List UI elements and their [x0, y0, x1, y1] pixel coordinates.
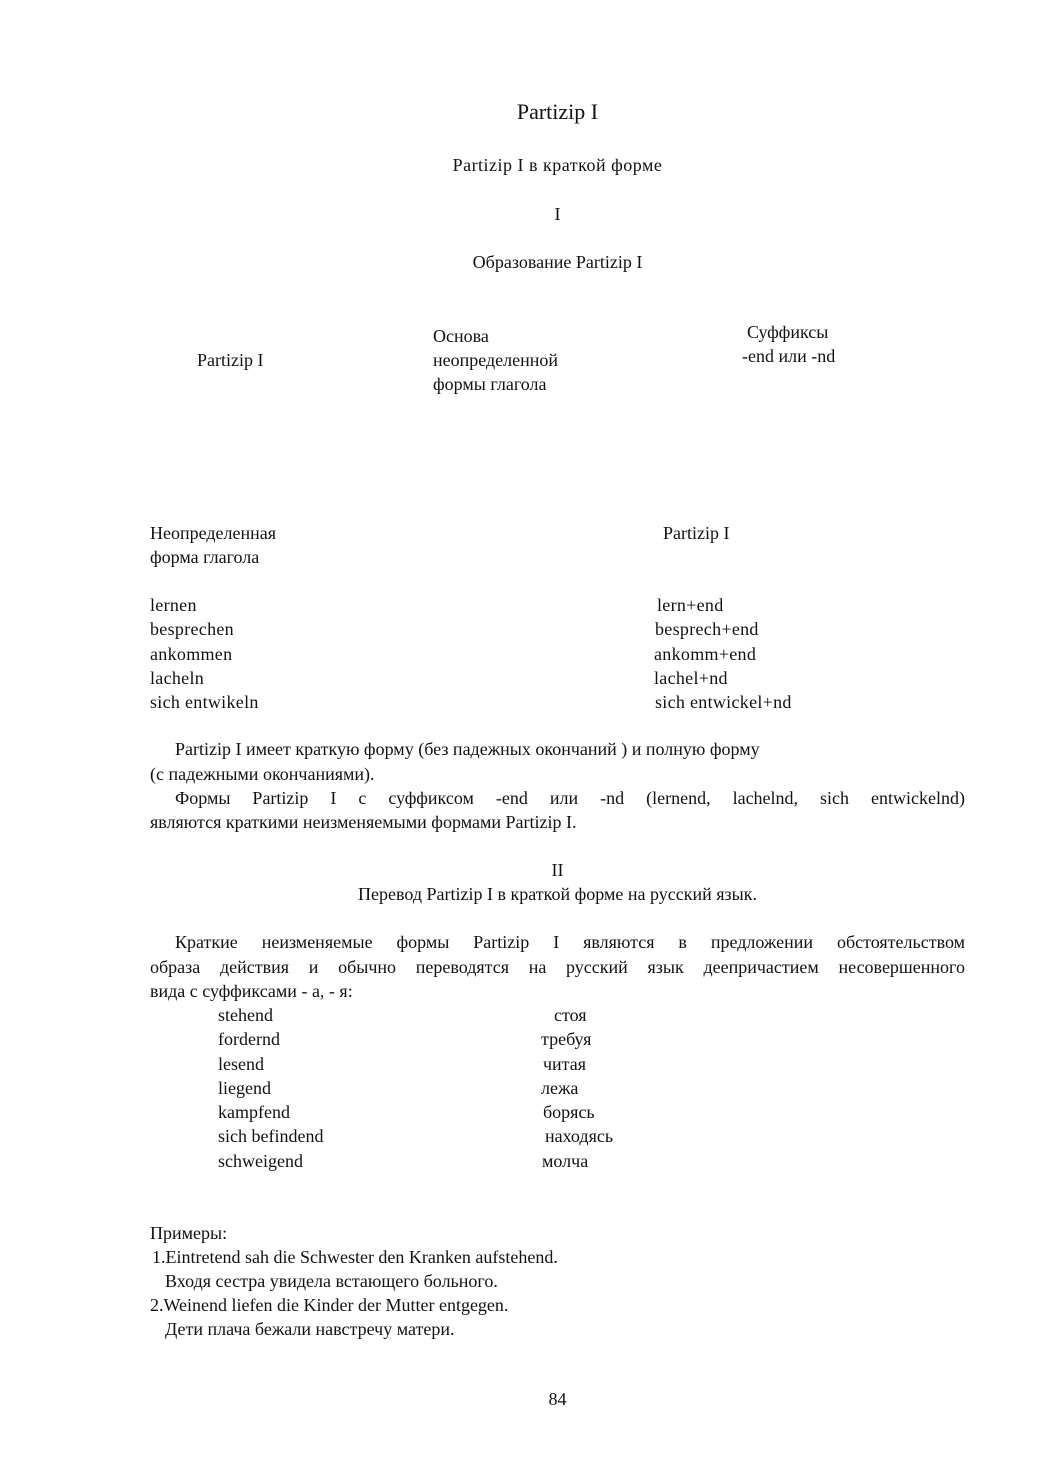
table-1-col1-header-line: Неопределенная — [150, 523, 277, 543]
table-1-col1 — [150, 593, 259, 714]
formula-right-line: Суффиксы — [747, 322, 829, 342]
list-item: besprechen — [150, 619, 234, 640]
list-item: liegend — [218, 1077, 271, 1098]
list-item: sich befindend — [218, 1126, 324, 1147]
table-2-german — [218, 1003, 323, 1173]
list-item: schweigend — [218, 1150, 303, 1171]
section-1-title: Образование Partizip I — [472, 252, 643, 272]
list-item: lernen — [150, 595, 197, 615]
list-item: lachel+nd — [654, 667, 728, 688]
paragraph-3-line: образа действия и обычно переводятся на русский язык деепричастием несовершенного — [150, 957, 965, 977]
page-title: Partizip I — [516, 99, 599, 124]
page-number: 84 — [548, 1389, 567, 1409]
formula-middle-line: неопределенной — [433, 350, 559, 370]
paragraph-3-line: вида с суффиксами - а, - я: — [150, 981, 353, 1001]
list-item: sich entwikeln — [150, 692, 259, 713]
paragraph-1-line: Partizip I имеет краткую форму (без падежных окончаний ) и полную форму — [175, 739, 760, 759]
list-item: lern+end — [657, 595, 724, 615]
list-item: lesend — [218, 1053, 264, 1074]
formula-middle-line: Основа — [433, 326, 489, 346]
paragraph-2-line: являются краткими неизменяемыми формами Partizip I. — [150, 812, 577, 832]
list-item: стоя — [554, 1005, 587, 1025]
paragraph-2-line: Формы Partizip I с суффиксом -end или -nd (lernend, lachelnd, sich entwickelnd) — [175, 788, 965, 808]
examples-heading: Примеры: — [150, 1223, 228, 1243]
formula-right-line: -end или -nd — [742, 346, 836, 366]
list-item: ankomm+end — [654, 643, 757, 664]
list-item: ankommen — [150, 643, 233, 664]
table-1-col2-header: Partizip I — [663, 523, 730, 543]
list-item: читая — [543, 1053, 587, 1074]
section-2-title: Перевод Partizip I в краткой форме на русский язык. — [358, 884, 757, 904]
list-item: fordernd — [218, 1029, 280, 1050]
example-line: Входя сестра увидела встающего больного. — [165, 1271, 498, 1291]
list-item: требуя — [541, 1029, 592, 1050]
table-1-col1-header-line: форма глагола — [150, 547, 260, 567]
table-2-russian — [540, 1003, 613, 1173]
table-1-col1-header — [150, 521, 276, 569]
list-item: kampfend — [218, 1102, 290, 1123]
list-item: борясь — [543, 1102, 595, 1123]
example-line: Дети плача бежали навстречу матери. — [165, 1319, 455, 1339]
list-item: stehend — [218, 1005, 273, 1025]
page-subtitle: Partizip I в краткой форме — [452, 155, 663, 175]
formula-middle — [433, 324, 558, 396]
formula-left: Partizip I — [197, 350, 264, 370]
list-item: молча — [542, 1150, 589, 1171]
section-1-numeral: I — [554, 204, 561, 224]
formula-middle-line: формы глагола — [433, 374, 547, 394]
list-item: sich entwickel+nd — [655, 692, 792, 713]
paragraph-3-line: Краткие неизменяемые формы Partizip I являются в предложении обстоятельством — [175, 932, 965, 952]
list-item: besprech+end — [655, 619, 759, 640]
table-1-col2 — [654, 593, 792, 714]
formula-right — [742, 320, 835, 368]
list-item: lacheln — [150, 667, 205, 688]
paragraph-1-line: (с падежными окончаниями). — [150, 764, 375, 784]
example-line: 1.Eintretend sah die Schwester den Kranken aufstehend. — [152, 1247, 558, 1267]
section-2-numeral: II — [551, 860, 564, 880]
list-item: находясь — [545, 1126, 614, 1147]
list-item: лежа — [541, 1077, 579, 1098]
example-line: 2.Weinend liefen die Kinder der Mutter entgegen. — [150, 1295, 509, 1315]
